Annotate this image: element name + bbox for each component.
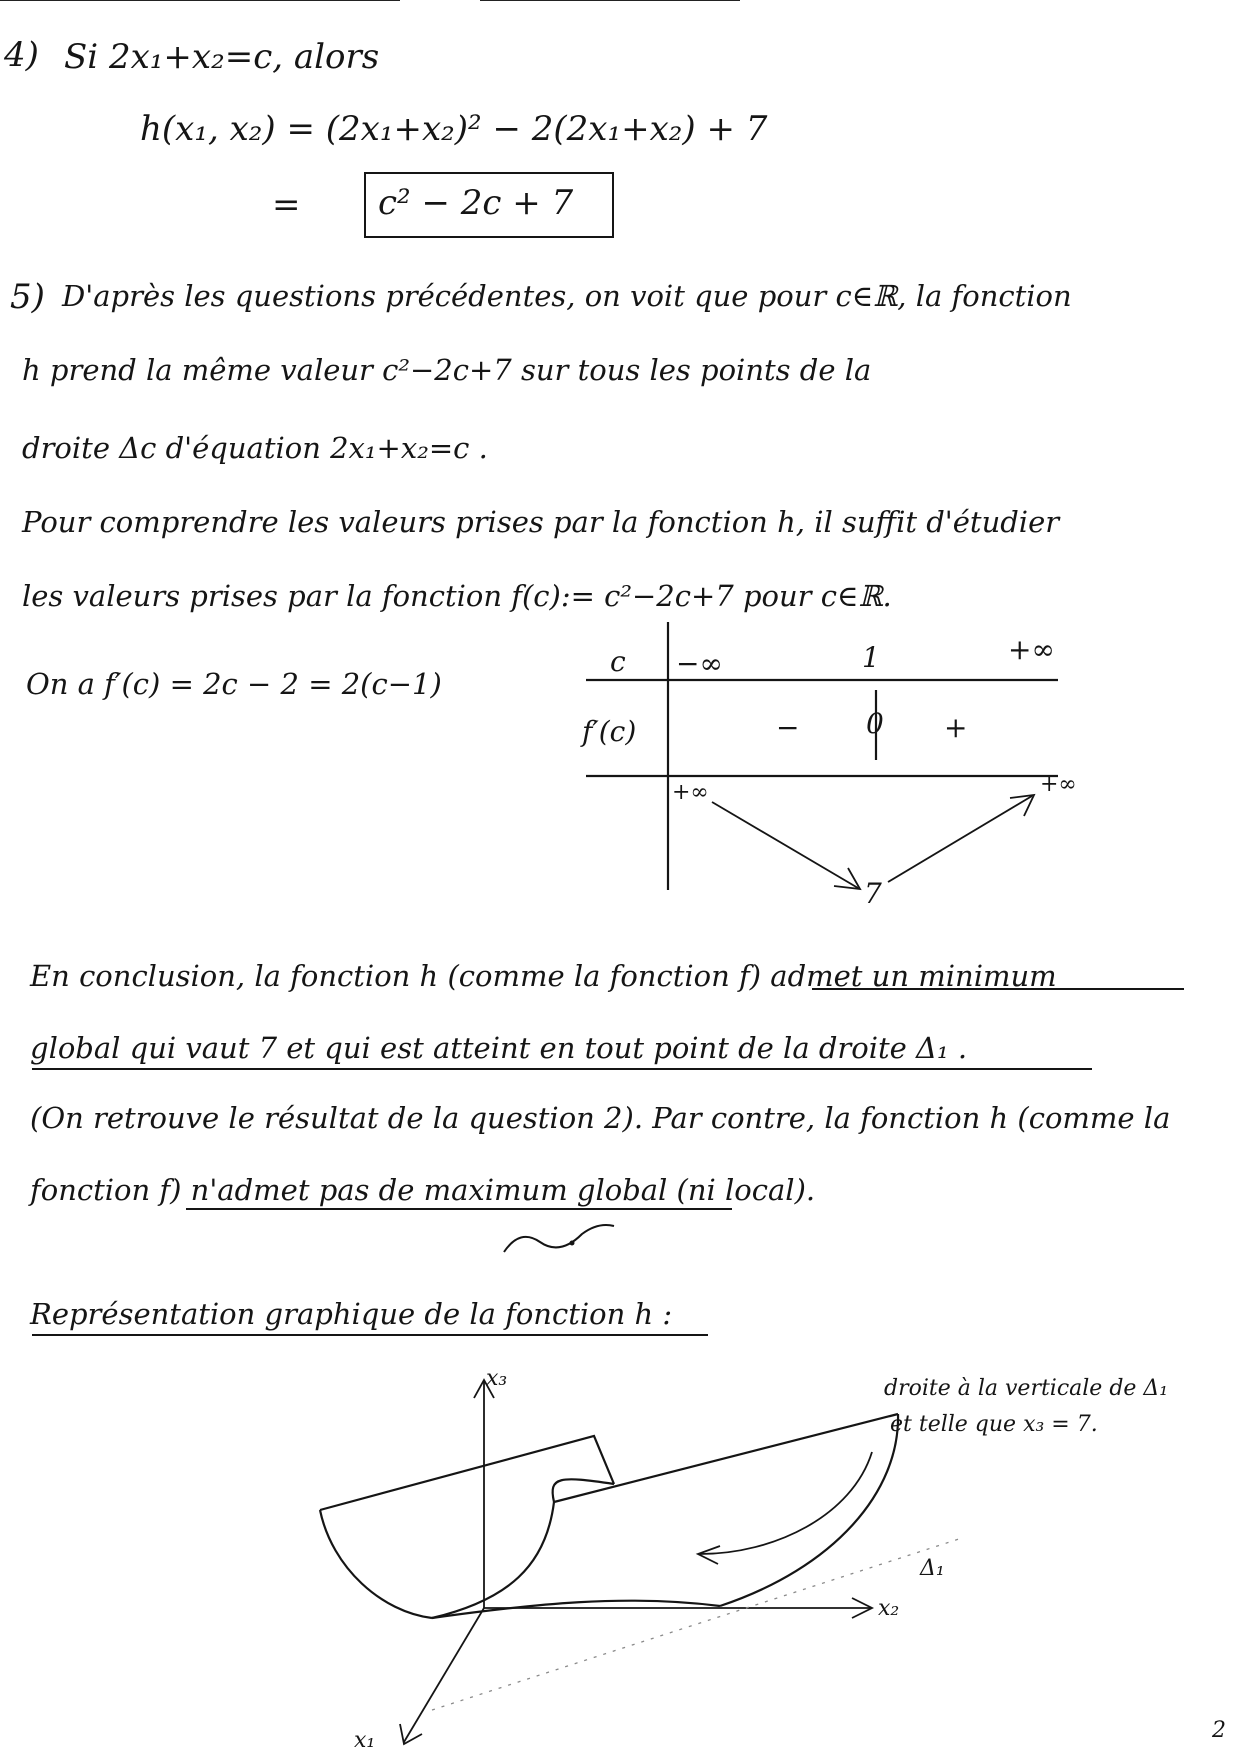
question-number: 4) [4, 35, 39, 75]
page-number: 2 [1212, 1718, 1226, 1743]
paragraph-line: droite Δc d'équation 2x₁+x₂=c . [22, 431, 488, 465]
question-number: 5) [10, 277, 45, 317]
table-sign-minus: − [776, 711, 800, 744]
axis-x1-label: x₁ [354, 1728, 376, 1753]
table-x-plus-inf: +∞ [1008, 633, 1055, 666]
conclusion-line: global qui vaut 7 et qui est atteint en tout point de la droite Δ₁ . [30, 1031, 968, 1065]
table-x-minus-inf: −∞ [676, 647, 723, 680]
derivative-formula: On a f′(c) = 2c − 2 = 2(c−1) [26, 667, 442, 701]
table-var-left: +∞ [672, 780, 709, 805]
paragraph-line: les valeurs prises par la fonction f(c):= c²−2c+7 pour c∈ℝ. [22, 579, 892, 613]
table-var-label: c [610, 645, 626, 678]
indicator-arrow [698, 1452, 872, 1564]
table-deriv-label: f′(c) [582, 715, 637, 748]
conclusion-line: En conclusion, la fonction h (comme la fonction f) admet un minimum [30, 959, 1057, 993]
equation-line-1: h(x₁, x₂) = (2x₁+x₂)² − 2(2x₁+x₂) + 7 [140, 109, 768, 149]
paragraph-line: h prend la même valeur c²−2c+7 sur tous les points de la [22, 353, 872, 387]
equation-equals: = [272, 185, 301, 225]
axis-x3 [474, 1380, 494, 1608]
paragraph-line: Pour comprendre les valeurs prises par la fonction h, il suffit d'étudier [22, 505, 1060, 539]
delta-label: Δ₁ [920, 1556, 945, 1581]
table-x-one: 1 [862, 641, 880, 674]
graph-annotation-line: et telle que x₃ = 7. [890, 1412, 1098, 1437]
axis-x3-label: x₃ [486, 1366, 508, 1391]
graph-annotation-line: droite à la verticale de Δ₁ [884, 1376, 1169, 1401]
conclusion-line: fonction f) n'admet pas de maximum global (ni local). [30, 1173, 816, 1207]
table-sign-plus: + [944, 711, 968, 744]
section4-intro: Si 2x₁+x₂=c, alors [64, 37, 380, 77]
table-var-min: 7 [864, 877, 882, 910]
boxed-result: c² − 2c + 7 [378, 183, 574, 223]
paragraph-line: D'après les questions précédentes, on voit que pour c∈ℝ, la fonction [62, 279, 1072, 313]
table-var-right: +∞ [1040, 772, 1077, 797]
conclusion-line: (On retrouve le résultat de la question 2). Par contre, la fonction h (comme la [30, 1101, 1171, 1135]
axis-x1 [400, 1608, 484, 1744]
graph-title: Représentation graphique de la fonction h : [30, 1297, 673, 1331]
table-sign-zero: 0 [866, 707, 884, 740]
axis-x2-label: x₂ [878, 1596, 900, 1621]
surface-outline [320, 1414, 900, 1621]
delta-line [432, 1538, 962, 1710]
